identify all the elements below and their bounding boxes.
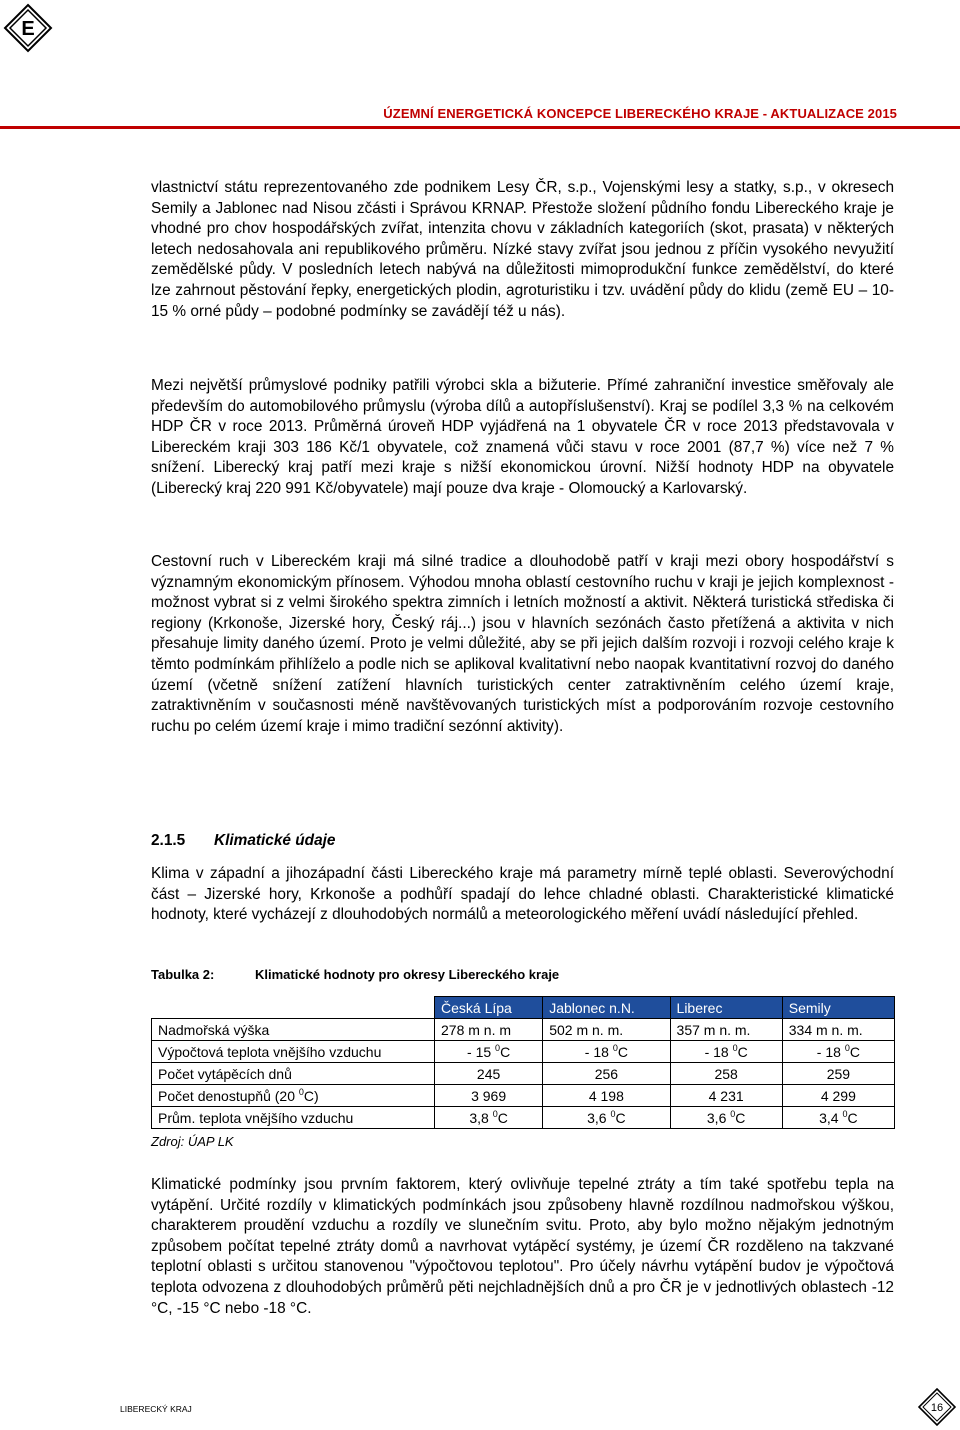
table-cell: 3,6 $^0$C [670, 1107, 782, 1129]
row-label: Počet denostupňů (20 $^0$C) [152, 1085, 435, 1107]
table-header-jablonec: Jablonec n.N. [543, 997, 670, 1019]
table-row [152, 1107, 895, 1129]
table-row [152, 1085, 895, 1107]
table-row [152, 1019, 895, 1041]
row-label: Počet vytápěcích dnů [152, 1063, 435, 1085]
table-caption-label: Tabulka 2: [151, 967, 215, 982]
table-cell: - 18 $^0$C [670, 1041, 782, 1063]
table-cell: 4 231 [670, 1085, 782, 1107]
logo-letter: E [21, 18, 35, 40]
section-title: Klimatické údaje [214, 832, 336, 849]
table-row [152, 1063, 895, 1085]
table-cell: 357 m n. m. [670, 1019, 782, 1041]
paragraph-tourism: Cestovní ruch v Libereckém kraji má silné tradice a dlouhodobě patří v kraji mezi obory hospodářství s významným ekonomickým přínosem. Výhodou mnoha oblastí cestovního ruchu v kraji je jejich komplexnost - možnost vybrat si z velmi širokého spektra zimních i letních možností a aktivit. Některá turistická střediska či regiony (Krkonoše, Jizerské hory, Český ráj...) jsou v hlavních sezónách často přetížená a aktivita v nich přesahuje limity daného území. Proto je velmi důležité, aby se při jejich dalším rozvoji i rozvoji celého kraje k těmto podmínkám přihlíželo a podle nich se aplikoval kvalitativní nebo naopak kvantitativní rozvoj do daného území (včetně snížení zatížení hlavních turistických center zatraktivněním celého území kraje, zatraktivněním v současnosti méně navštěvovaných turistických míst a podporováním rozvoje cestovního ruchu po celém území kraje i mimo tradiční sezónní aktivity). [151, 553, 894, 735]
table-cell: 258 [670, 1063, 782, 1085]
table-header-empty [152, 997, 435, 1019]
table-cell: 245 [435, 1063, 543, 1085]
table-cell: 3 969 [435, 1085, 543, 1107]
row-label: Výpočtová teplota vnějšího vzduchu [152, 1041, 435, 1063]
table-cell: 334 m n. m. [782, 1019, 894, 1041]
section-heading [151, 832, 335, 850]
table-header-ceska-lipa: Česká Lípa [435, 997, 543, 1019]
page-number-badge [918, 1388, 956, 1426]
paragraph-climate-intro: Klima v západní a jihozápadní části Libereckého kraje má parametry mírně teplé oblasti. Severovýchodní část – Jizerské hory, Krkonoše a podhůří spadají do lehce chladné oblasti. Charakteristické klimatické hodnoty, které vycházejí z dlouhodobých normálů a meteorologického měření uvádí následující přehled. [151, 865, 894, 924]
row-label: Prům. teplota vnějšího vzduchu [152, 1107, 435, 1129]
diamond-e-logo-icon [3, 3, 53, 53]
table-cell: - 15 $^0$C [435, 1041, 543, 1063]
climate-table [151, 996, 895, 1129]
table-cell: - 18 $^0$C [543, 1041, 670, 1063]
paragraph-agriculture: vlastnictví státu reprezentovaného zde podnikem Lesy ČR, s.p., Vojenskými lesy a statky, s.p., v okresech Semily a Jablonec nad Nisou zčásti i Správou KRNAP. Přestože složení půdního fondu Libereckého kraje je vhodné pro chov hospodářských zvířat, intenzita chovu v základních kategoriích (skot, prasata) v některých letech nedosahovala ani republikového průměru. Nízké stavy zvířat jsou jednou z příčin vysokého nevyužití zemědělské půdy. V posledních letech nabývá na důležitosti mimoprodukční funkce zemědělství, do které lze zahrnout pěstování řepky, energetických plodin, agroturistiku i tzv. uvádění půdy do klidu (země EU – 10-15 % orné půdy – podobné podmínky se zavádějí též u nás). [151, 179, 894, 320]
footer-label: LIBERECKÝ KRAJ [120, 1404, 192, 1414]
table-cell: 4 299 [782, 1085, 894, 1107]
document-header-title: ÚZEMNÍ ENERGETICKÁ KONCEPCE LIBERECKÉHO KRAJE - AKTUALIZACE 2015 [383, 106, 897, 121]
table-header-liberec: Liberec [670, 997, 782, 1019]
table-row [152, 1041, 895, 1063]
table-cell: 3,6 $^0$C [543, 1107, 670, 1129]
table-cell: 3,8 $^0$C [435, 1107, 543, 1129]
table-cell: 278 m n. m [435, 1019, 543, 1041]
header-divider [0, 126, 960, 129]
table-header-semily: Semily [782, 997, 894, 1019]
table-source: Zdroj: ÚAP LK [151, 1134, 234, 1149]
table-caption-text: Klimatické hodnoty pro okresy Libereckého kraje [255, 967, 560, 982]
table-header-row [152, 997, 895, 1019]
paragraph-climate-conditions: Klimatické podmínky jsou prvním faktorem, který ovlivňuje tepelné ztráty a tím také spotřebu tepla na vytápění. Určité rozdíly v klimatických podmínkách jsou způsobeny hlavně rozdílnou nadmořskou výškou, charakterem proudění vzduchu a rozdíly ve slunečním svitu. Proto, aby bylo možno nějakým jednotným způsobem počítat tepelné ztráty domů a navrhovat vytápěcí systémy, je území ČR rozděleno na takzvané teplotní oblasti s určitou stanovenou "výpočtovou teplotou". Pro účely návrhu vytápění budov je výpočtová teplota odvozena z dlouhodobých průměrů pěti nejchladnějších dnů a pro ČR je v jednotlivých oblastech -12 °C, -15 °C nebo -18 °C. [151, 1176, 894, 1317]
table-cell: 4 198 [543, 1085, 670, 1107]
table-caption [151, 967, 559, 982]
table-cell: 3,4 $^0$C [782, 1107, 894, 1129]
section-number: 2.1.5 [151, 832, 186, 849]
table-cell: 502 m n. m. [543, 1019, 670, 1041]
table-cell: - 18 $^0$C [782, 1041, 894, 1063]
table-cell: 259 [782, 1063, 894, 1085]
table-cell: 256 [543, 1063, 670, 1085]
paragraph-industry: Mezi největší průmyslové podniky patřili výrobci skla a bižuterie. Přímé zahraniční investice směřovaly ale především do automobilového průmyslu (výroba dílů a autopříslušenství). Kraj se podílel 3,3 % na celkovém HDP ČR v roce 2013. Průměrná úroveň HDP vyjádřená na 1 obyvatele ČR v roce 2013 představovala v Libereckém kraji 303 186 Kč/1 obyvatele, což znamená vůči stavu v roce 2001 (87,7 %) více než 7 % snížení. Liberecký kraj patří mezi kraje s nižší ekonomickou úrovní. Nižší hodnoty HDP na obyvatele (Liberecký kraj 220 991 Kč/obyvatele) mají pouze dva kraje - Olomoucký a Karlovarský. [151, 377, 894, 497]
page-number: 16 [930, 1402, 944, 1414]
row-label: Nadmořská výška [152, 1019, 435, 1041]
